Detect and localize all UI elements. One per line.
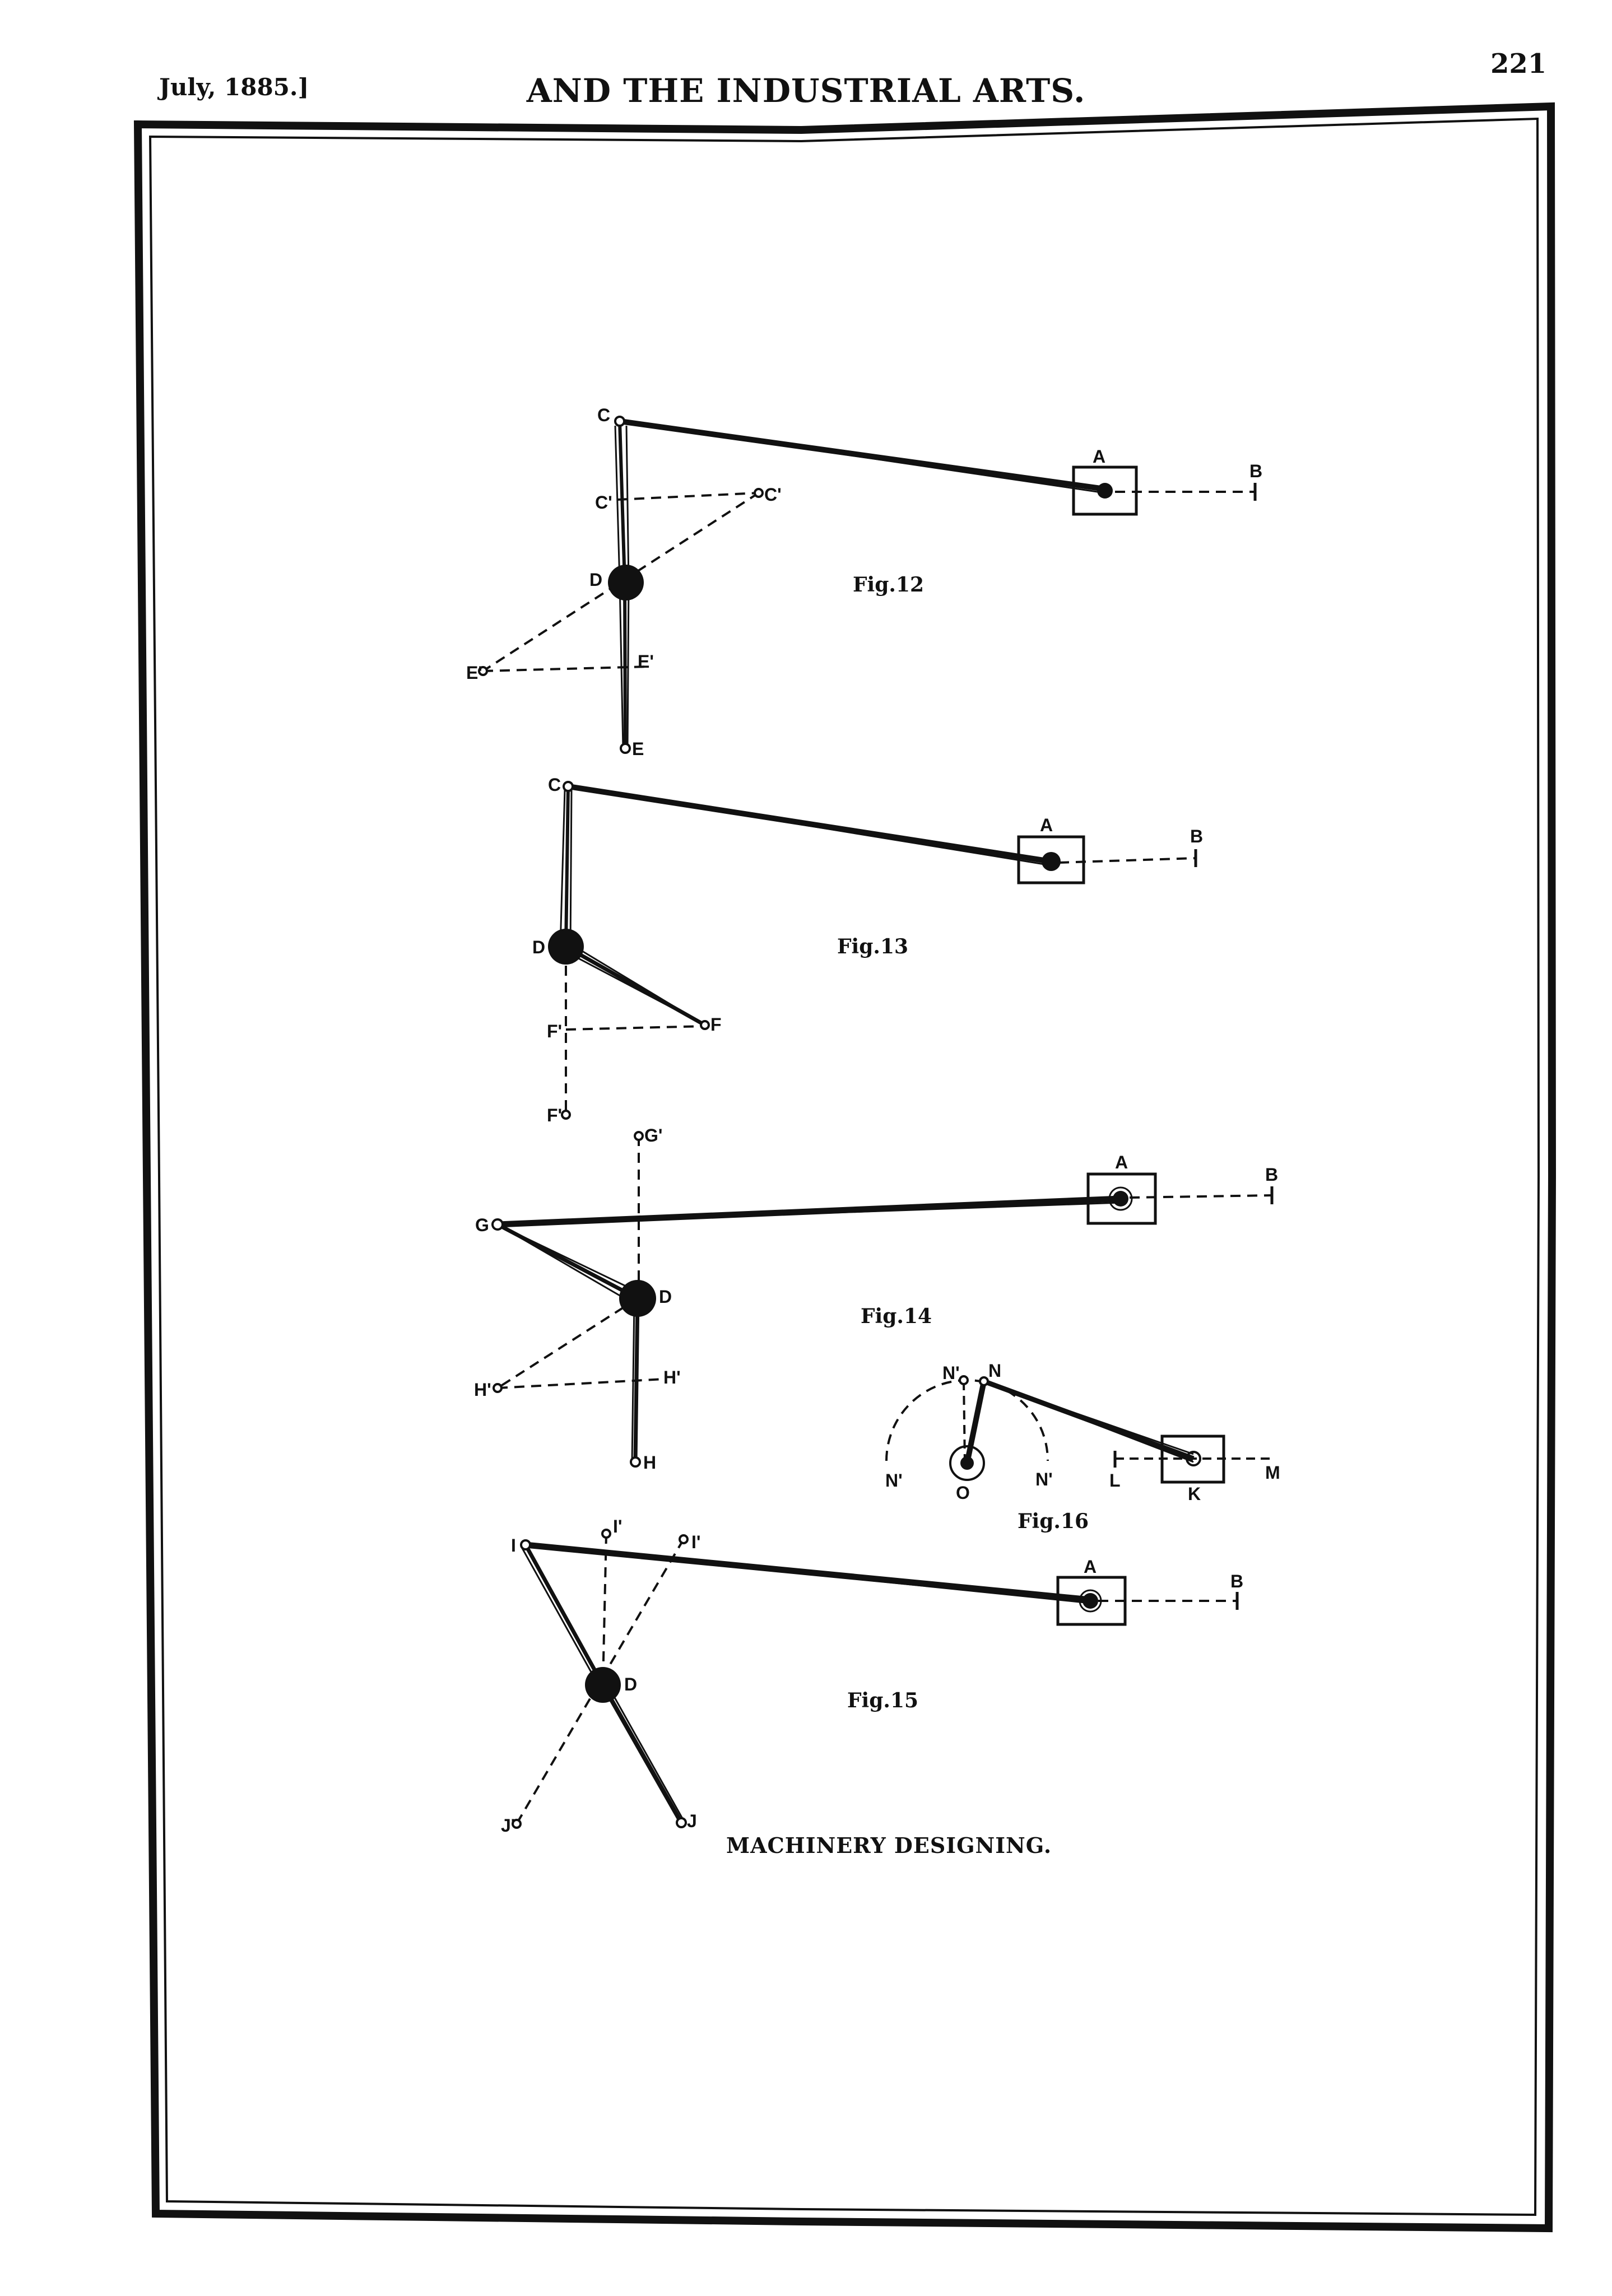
fig14-label-B: B [1265, 1165, 1279, 1185]
fig12-label-E-prime-right: E' [638, 651, 654, 672]
fig13-caption: Fig.13 [837, 935, 909, 958]
fig16-label-O: O [956, 1483, 970, 1503]
fig16-caption: Fig.16 [1018, 1510, 1089, 1533]
fig13-label-B: B [1190, 826, 1204, 846]
fig12-label-C-prime-right: C' [764, 485, 782, 505]
fig14-label-G: G [475, 1215, 489, 1235]
fig13-label-F-prime-mid: F' [547, 1021, 563, 1041]
fig16-label-M: M [1265, 1463, 1280, 1483]
figure-12 [466, 405, 1262, 759]
fig16-label-N-prime-top: N' [942, 1363, 960, 1383]
fig12-label-C-prime-left: C' [595, 492, 612, 513]
fig15-label-A: A [1084, 1557, 1097, 1577]
page-number: 221 [1490, 48, 1547, 80]
fig16-label-K: K [1188, 1484, 1201, 1504]
fig15-label-I-prime-right: I' [691, 1532, 701, 1552]
plate-border [138, 106, 1552, 2228]
fig16-label-N-prime-left: N' [885, 1470, 903, 1491]
fig15-label-B: B [1230, 1571, 1244, 1591]
fig14-label-H-prime-right: H' [663, 1367, 681, 1387]
fig13-label-A: A [1040, 815, 1053, 835]
fig13-label-D: D [532, 937, 546, 957]
header-title: AND THE INDUSTRIAL ARTS. [526, 72, 1086, 110]
fig15-caption: Fig.15 [847, 1689, 919, 1712]
figure-15 [501, 1516, 1243, 1836]
fig12-caption: Fig.12 [853, 573, 925, 597]
figure-13 [532, 775, 1203, 1125]
plate-caption: MACHINERY DESIGNING. [726, 1833, 1052, 1858]
fig16-label-N-prime-right: N' [1035, 1469, 1053, 1489]
fig16-label-N: N [988, 1361, 1002, 1381]
figure-14 [474, 1125, 1278, 1473]
fig12-label-E: E [632, 739, 644, 759]
fig12-label-C: C [597, 405, 611, 425]
figure-16 [885, 1361, 1280, 1533]
fig13-label-C: C [548, 775, 561, 795]
fig15-label-I: I [511, 1535, 516, 1555]
header-date: July, 1885.] [159, 73, 309, 101]
fig12-label-D: D [589, 570, 603, 590]
fig15-label-J: J [687, 1811, 697, 1831]
fig12-label-E-prime-left: E' [466, 663, 482, 683]
fig12-label-B: B [1249, 461, 1263, 481]
fig15-label-J-prime: J' [501, 1815, 515, 1836]
fig14-label-D: D [659, 1287, 672, 1307]
fig15-label-D: D [624, 1674, 638, 1694]
fig13-label-F-prime-bottom: F' [547, 1105, 563, 1125]
fig14-label-H-prime-left: H' [474, 1380, 491, 1400]
fig14-label-H: H [643, 1452, 657, 1473]
fig14-label-G-prime: G' [644, 1125, 663, 1145]
fig13-label-F: F [710, 1014, 722, 1035]
fig15-label-I-prime-left: I' [613, 1516, 622, 1536]
fig16-label-L: L [1109, 1470, 1121, 1491]
fig12-label-A: A [1093, 446, 1106, 467]
fig14-caption: Fig.14 [861, 1305, 932, 1328]
fig14-label-A: A [1115, 1152, 1128, 1172]
